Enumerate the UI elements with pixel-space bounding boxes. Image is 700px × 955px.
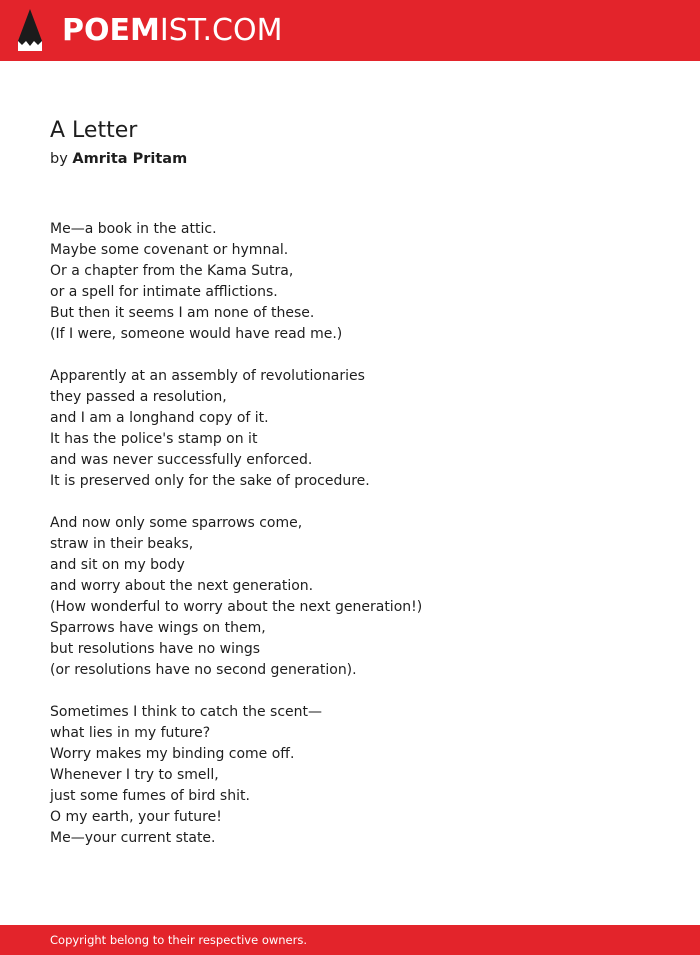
stanza <box>50 702 650 849</box>
poem-line: It has the police's stamp on it <box>50 431 258 447</box>
poem-body <box>50 219 650 870</box>
copyright-text: Copyright belong to their respective owners. <box>50 933 308 947</box>
poem-line: and sit on my body <box>50 557 185 573</box>
poem-line: but resolutions have no wings <box>50 641 261 657</box>
poem-line: straw in their beaks, <box>50 536 194 552</box>
poem-title: A Letter <box>50 118 138 143</box>
poem-line: (How wonderful to worry about the next generation!) <box>50 599 423 615</box>
poem-line: Or a chapter from the Kama Sutra, <box>50 263 294 279</box>
pencil-tip-icon <box>18 9 42 51</box>
poem-line: And now only some sparrows come, <box>50 515 303 531</box>
byline <box>50 149 187 169</box>
poem-line: or a spell for intimate afflictions. <box>50 284 278 300</box>
poem-line: It is preserved only for the sake of procedure. <box>50 473 370 489</box>
poem-line: just some fumes of bird shit. <box>50 788 250 804</box>
poem-line: and worry about the next generation. <box>50 578 314 594</box>
stanza <box>50 219 650 345</box>
logo-light-text: IST.COM <box>159 13 283 48</box>
poem-line: Whenever I try to smell, <box>50 767 219 783</box>
poem-line: (If I were, someone would have read me.) <box>50 326 343 342</box>
poem-line: Maybe some covenant or hymnal. <box>50 242 289 258</box>
poem-line: Worry makes my binding come off. <box>50 746 295 762</box>
by-label: by <box>50 151 68 167</box>
poem-line: O my earth, your future! <box>50 809 222 825</box>
poem-line: Me—a book in the attic. <box>50 221 217 237</box>
poem-line: what lies in my future? <box>50 725 211 741</box>
stanza <box>50 513 650 681</box>
poem-line: and was never successfully enforced. <box>50 452 313 468</box>
poem-line: Me—your current state. <box>50 830 216 846</box>
stanza <box>50 366 650 492</box>
site-logo[interactable] <box>62 13 282 49</box>
footer-bar <box>0 925 700 955</box>
header-bar <box>0 0 700 61</box>
poem-line: Apparently at an assembly of revolutionaries <box>50 368 365 384</box>
poem-line: Sometimes I think to catch the scent— <box>50 704 323 720</box>
logo-bold-text: POEM <box>62 13 160 48</box>
poem-line: Sparrows have wings on them, <box>50 620 266 636</box>
author-name: Amrita Pritam <box>72 151 188 167</box>
poem-line: they passed a resolution, <box>50 389 227 405</box>
poem-line: and I am a longhand copy of it. <box>50 410 269 426</box>
poem-line: (or resolutions have no second generation). <box>50 662 357 678</box>
poem-line: But then it seems I am none of these. <box>50 305 315 321</box>
